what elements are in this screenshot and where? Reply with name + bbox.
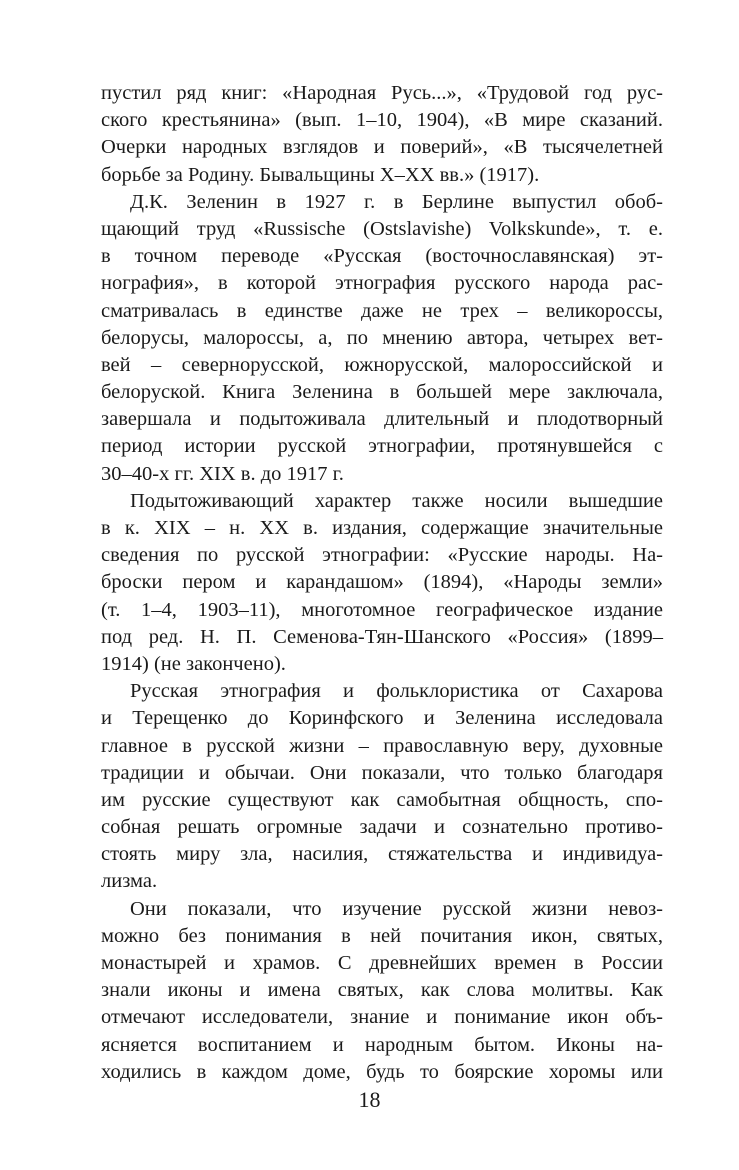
- text-line: броски пером и карандашом» (1894), «Народы земли»: [101, 571, 663, 594]
- text-line: в точном переводе «Русская (восточнославянская) эт-: [101, 245, 663, 268]
- text-line: и Терещенко до Коринфского и Зеленина исследовала: [101, 707, 663, 730]
- text-line: им русские существуют как самобытная общность, спо-: [101, 788, 663, 811]
- text-line: в к. XIX – н. XX в. издания, содержащие значительные: [101, 517, 663, 539]
- paragraph: [101, 896, 663, 1086]
- text-line: Очерки народных взглядов и поверий», «В тысячелетней: [101, 136, 663, 159]
- text-line: ского крестьянина» (вып. 1–10, 1904), «В мире сказаний.: [101, 109, 663, 132]
- text-line: нография», в которой этнография русского народа рас-: [101, 272, 663, 295]
- text-line: вей – севернорусской, южнорусской, малороссийской и: [101, 353, 663, 376]
- text-line: под ред. Н. П. Семенова-Тян-Шанского «Россия» (1899–: [101, 625, 663, 648]
- paragraph: [101, 189, 663, 488]
- text-line: 1914) (не закончено).: [101, 652, 286, 675]
- paragraph: [101, 488, 663, 678]
- text-line: ясняется воспитанием и народным бытом. Иконы на-: [101, 1033, 663, 1056]
- text-line: ходились в каждом доме, будь то боярские хоромы или: [101, 1060, 663, 1083]
- text-line: Русская этнография и фольклористика от Сахарова: [130, 680, 663, 703]
- text-line: отмечают исследователи, знание и понимание икон объ-: [101, 1006, 663, 1029]
- text-line: сматривалась в единстве даже не трех – великороссы,: [101, 299, 663, 322]
- text-line: пустил ряд книг: «Народная Русь...», «Трудовой год рус-: [101, 82, 663, 104]
- text-line: период истории русской этнографии, протянувшейся с: [101, 435, 663, 458]
- text-line: борьбе за Родину. Бывальщины X–XX вв.» (1917).: [101, 163, 540, 186]
- paragraph: [101, 678, 663, 896]
- paragraph: [101, 80, 663, 189]
- text-line: главное в русской жизни – православную веру, духовные: [101, 734, 663, 757]
- page-number: 18: [358, 1087, 381, 1112]
- text-line: монастырей и храмов. С древнейших времен в России: [101, 952, 663, 974]
- text-line: 30–40-х гг. XIX в. до 1917 г.: [101, 462, 344, 485]
- text-line: собная решать огромные задачи и сознательно противо-: [101, 816, 663, 839]
- text-line: сведения по русской этнографии: «Русские народы. На-: [101, 544, 663, 567]
- text-line: можно без понимания в ней почитания икон, святых,: [101, 924, 663, 947]
- text-line: Они показали, что изучение русской жизни невоз-: [130, 897, 663, 920]
- text-line: (т. 1–4, 1903–11), многотомное географическое издание: [101, 598, 663, 621]
- text-line: стоять миру зла, насилия, стяжательства и индивидуа-: [101, 843, 663, 866]
- text-line: знали иконы и имена святых, как слова молитвы. Как: [101, 979, 663, 1002]
- text-line: Подытоживающий характер также носили вышедшие: [130, 489, 663, 512]
- text-line: белоруской. Книга Зеленина в большей мере заключала,: [101, 381, 663, 404]
- text-line: Д.К. Зеленин в 1927 г. в Берлине выпустил обоб-: [130, 190, 663, 213]
- page-text-block: [101, 80, 663, 1086]
- text-line: завершала и подытоживала длительный и плодотворный: [101, 408, 663, 431]
- text-line: традиции и обычаи. Они показали, что только благодаря: [101, 761, 663, 784]
- text-line: щающий труд «Russische (Ostslavishe) Volkskunde», т. е.: [101, 217, 663, 240]
- text-line: белорусы, малороссы, а, по мнению автора, четырех вет-: [101, 326, 663, 349]
- text-line: лизма.: [101, 870, 158, 893]
